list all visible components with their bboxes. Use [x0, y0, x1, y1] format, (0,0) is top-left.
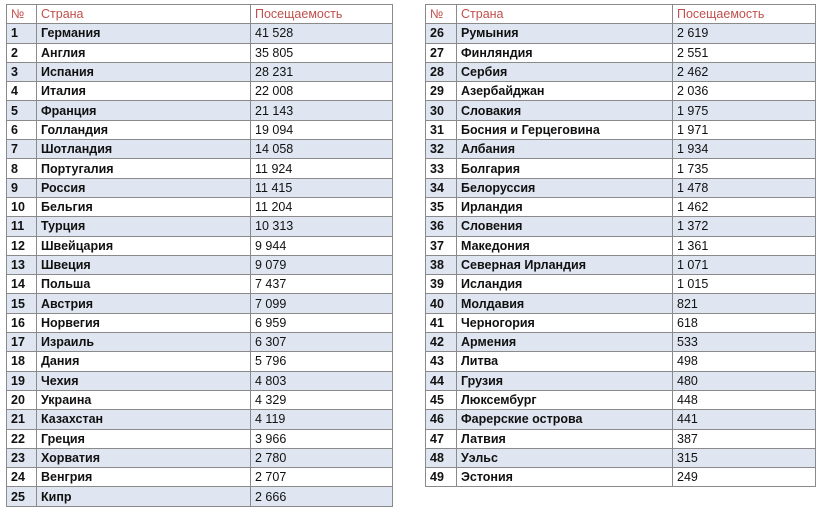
country-name: Латвия — [457, 429, 673, 448]
attendance-value: 1 934 — [673, 140, 816, 159]
attendance-value: 2 707 — [251, 468, 393, 487]
country-name: Ирландия — [457, 197, 673, 216]
country-name: Фарерские острова — [457, 410, 673, 429]
row-number: 14 — [7, 275, 37, 294]
attendance-value: 9 944 — [251, 236, 393, 255]
country-name: Люксембург — [457, 390, 673, 409]
attendance-value: 1 015 — [673, 275, 816, 294]
table-row — [7, 275, 393, 294]
attendance-table-right — [425, 4, 816, 487]
attendance-value: 11 204 — [251, 197, 393, 216]
table-row — [426, 43, 816, 62]
row-number: 1 — [7, 24, 37, 43]
row-number: 34 — [426, 178, 457, 197]
row-number: 25 — [7, 487, 37, 506]
row-number: 5 — [7, 101, 37, 120]
attendance-value: 2 619 — [673, 24, 816, 43]
attendance-value: 387 — [673, 429, 816, 448]
country-name: Германия — [37, 24, 251, 43]
row-number: 29 — [426, 82, 457, 101]
column-header-visits: Посещаемость — [251, 5, 393, 24]
country-name: Молдавия — [457, 294, 673, 313]
row-number: 9 — [7, 178, 37, 197]
country-name: Литва — [457, 352, 673, 371]
row-number: 3 — [7, 62, 37, 81]
row-number: 40 — [426, 294, 457, 313]
row-number: 48 — [426, 448, 457, 467]
row-number: 20 — [7, 390, 37, 409]
row-number: 39 — [426, 275, 457, 294]
table-row — [7, 333, 393, 352]
header-row — [426, 5, 816, 24]
attendance-value: 1 735 — [673, 159, 816, 178]
attendance-value: 9 079 — [251, 255, 393, 274]
country-name: Чехия — [37, 371, 251, 390]
table-row — [426, 448, 816, 467]
table-row — [7, 217, 393, 236]
attendance-value: 618 — [673, 313, 816, 332]
table-row — [426, 120, 816, 139]
country-name: Франция — [37, 101, 251, 120]
attendance-value: 28 231 — [251, 62, 393, 81]
table-row — [426, 371, 816, 390]
table-row — [426, 313, 816, 332]
row-number: 26 — [426, 24, 457, 43]
table-row — [426, 429, 816, 448]
attendance-value: 1 478 — [673, 178, 816, 197]
attendance-value: 2 036 — [673, 82, 816, 101]
table-row — [426, 410, 816, 429]
table-row — [7, 429, 393, 448]
table-row — [7, 448, 393, 467]
attendance-value: 4 803 — [251, 371, 393, 390]
attendance-value: 2 666 — [251, 487, 393, 506]
country-name: Сербия — [457, 62, 673, 81]
table-row — [7, 487, 393, 506]
table-body-right — [426, 24, 816, 487]
row-number: 6 — [7, 120, 37, 139]
table-row — [426, 159, 816, 178]
table-row — [7, 410, 393, 429]
country-name: Австрия — [37, 294, 251, 313]
row-number: 12 — [7, 236, 37, 255]
attendance-value: 1 361 — [673, 236, 816, 255]
row-number: 49 — [426, 468, 457, 487]
country-name: Греция — [37, 429, 251, 448]
attendance-value: 480 — [673, 371, 816, 390]
country-name: Исландия — [457, 275, 673, 294]
row-number: 10 — [7, 197, 37, 216]
country-name: Финляндия — [457, 43, 673, 62]
attendance-value: 1 971 — [673, 120, 816, 139]
attendance-value: 6 959 — [251, 313, 393, 332]
row-number: 35 — [426, 197, 457, 216]
attendance-value: 3 966 — [251, 429, 393, 448]
country-name: Бельгия — [37, 197, 251, 216]
attendance-value: 22 008 — [251, 82, 393, 101]
row-number: 21 — [7, 410, 37, 429]
country-name: Казахстан — [37, 410, 251, 429]
row-number: 27 — [426, 43, 457, 62]
table-row — [426, 140, 816, 159]
column-header-number: № — [426, 5, 457, 24]
country-name: Хорватия — [37, 448, 251, 467]
attendance-value: 7 437 — [251, 275, 393, 294]
attendance-value: 249 — [673, 468, 816, 487]
row-number: 19 — [7, 371, 37, 390]
row-number: 11 — [7, 217, 37, 236]
country-name: Македония — [457, 236, 673, 255]
row-number: 28 — [426, 62, 457, 81]
table-row — [426, 352, 816, 371]
table-row — [7, 62, 393, 81]
country-name: Швеция — [37, 255, 251, 274]
country-name: Черногория — [457, 313, 673, 332]
table-row — [7, 255, 393, 274]
column-header-number: № — [7, 5, 37, 24]
row-number: 7 — [7, 140, 37, 159]
row-number: 15 — [7, 294, 37, 313]
attendance-value: 2 780 — [251, 448, 393, 467]
attendance-value: 1 975 — [673, 101, 816, 120]
row-number: 4 — [7, 82, 37, 101]
country-name: Азербайджан — [457, 82, 673, 101]
row-number: 23 — [7, 448, 37, 467]
table-row — [426, 82, 816, 101]
country-name: Италия — [37, 82, 251, 101]
table-row — [7, 468, 393, 487]
table-row — [426, 390, 816, 409]
table-row — [7, 390, 393, 409]
attendance-table-left — [6, 4, 393, 507]
attendance-value: 11 924 — [251, 159, 393, 178]
country-name: Шотландия — [37, 140, 251, 159]
row-number: 8 — [7, 159, 37, 178]
row-number: 2 — [7, 43, 37, 62]
attendance-value: 35 805 — [251, 43, 393, 62]
table-row — [7, 371, 393, 390]
attendance-value: 7 099 — [251, 294, 393, 313]
attendance-value: 6 307 — [251, 333, 393, 352]
country-name: Албания — [457, 140, 673, 159]
attendance-value: 11 415 — [251, 178, 393, 197]
row-number: 36 — [426, 217, 457, 236]
country-name: Дания — [37, 352, 251, 371]
attendance-value: 10 313 — [251, 217, 393, 236]
row-number: 47 — [426, 429, 457, 448]
column-header-country: Страна — [457, 5, 673, 24]
row-number: 16 — [7, 313, 37, 332]
attendance-value: 315 — [673, 448, 816, 467]
table-row — [426, 333, 816, 352]
attendance-value: 19 094 — [251, 120, 393, 139]
attendance-value: 2 551 — [673, 43, 816, 62]
country-name: Болгария — [457, 159, 673, 178]
table-row — [7, 236, 393, 255]
attendance-value: 1 462 — [673, 197, 816, 216]
table-row — [7, 159, 393, 178]
attendance-value: 441 — [673, 410, 816, 429]
table-row — [7, 294, 393, 313]
country-name: Армения — [457, 333, 673, 352]
row-number: 45 — [426, 390, 457, 409]
row-number: 42 — [426, 333, 457, 352]
row-number: 31 — [426, 120, 457, 139]
table-row — [7, 24, 393, 43]
row-number: 37 — [426, 236, 457, 255]
attendance-value: 41 528 — [251, 24, 393, 43]
row-number: 41 — [426, 313, 457, 332]
table-row — [426, 62, 816, 81]
table-row — [426, 255, 816, 274]
attendance-value: 498 — [673, 352, 816, 371]
row-number: 24 — [7, 468, 37, 487]
attendance-value: 1 372 — [673, 217, 816, 236]
row-number: 43 — [426, 352, 457, 371]
table-row — [426, 197, 816, 216]
attendance-value: 4 329 — [251, 390, 393, 409]
attendance-value: 1 071 — [673, 255, 816, 274]
row-number: 38 — [426, 255, 457, 274]
country-name: Голландия — [37, 120, 251, 139]
table-row — [7, 140, 393, 159]
country-name: Турция — [37, 217, 251, 236]
table-row — [7, 82, 393, 101]
column-header-country: Страна — [37, 5, 251, 24]
table-row — [426, 217, 816, 236]
row-number: 13 — [7, 255, 37, 274]
attendance-value: 2 462 — [673, 62, 816, 81]
table-row — [7, 178, 393, 197]
table-row — [426, 24, 816, 43]
country-name: Польша — [37, 275, 251, 294]
row-number: 46 — [426, 410, 457, 429]
country-name: Испания — [37, 62, 251, 81]
row-number: 44 — [426, 371, 457, 390]
column-header-visits: Посещаемость — [673, 5, 816, 24]
table-row — [7, 197, 393, 216]
attendance-value: 448 — [673, 390, 816, 409]
attendance-value: 821 — [673, 294, 816, 313]
row-number: 17 — [7, 333, 37, 352]
country-name: Россия — [37, 178, 251, 197]
country-name: Грузия — [457, 371, 673, 390]
attendance-value: 4 119 — [251, 410, 393, 429]
row-number: 18 — [7, 352, 37, 371]
table-row — [7, 101, 393, 120]
country-name: Израиль — [37, 333, 251, 352]
row-number: 22 — [7, 429, 37, 448]
table-row — [7, 313, 393, 332]
country-name: Англия — [37, 43, 251, 62]
country-name: Словения — [457, 217, 673, 236]
country-name: Норвегия — [37, 313, 251, 332]
table-row — [426, 275, 816, 294]
country-name: Кипр — [37, 487, 251, 506]
row-number: 30 — [426, 101, 457, 120]
table-row — [426, 101, 816, 120]
country-name: Португалия — [37, 159, 251, 178]
header-row — [7, 5, 393, 24]
table-row — [426, 294, 816, 313]
table-row — [426, 468, 816, 487]
country-name: Венгрия — [37, 468, 251, 487]
country-name: Словакия — [457, 101, 673, 120]
attendance-value: 5 796 — [251, 352, 393, 371]
table-body-left — [7, 24, 393, 506]
row-number: 32 — [426, 140, 457, 159]
country-name: Украина — [37, 390, 251, 409]
country-name: Босния и Герцеговина — [457, 120, 673, 139]
attendance-value: 14 058 — [251, 140, 393, 159]
row-number: 33 — [426, 159, 457, 178]
country-name: Белоруссия — [457, 178, 673, 197]
country-name: Уэльс — [457, 448, 673, 467]
table-row — [7, 352, 393, 371]
country-name: Швейцария — [37, 236, 251, 255]
attendance-value: 533 — [673, 333, 816, 352]
country-name: Румыния — [457, 24, 673, 43]
attendance-value: 21 143 — [251, 101, 393, 120]
country-name: Эстония — [457, 468, 673, 487]
country-name: Северная Ирландия — [457, 255, 673, 274]
table-row — [7, 120, 393, 139]
table-row — [426, 236, 816, 255]
table-row — [7, 43, 393, 62]
table-row — [426, 178, 816, 197]
